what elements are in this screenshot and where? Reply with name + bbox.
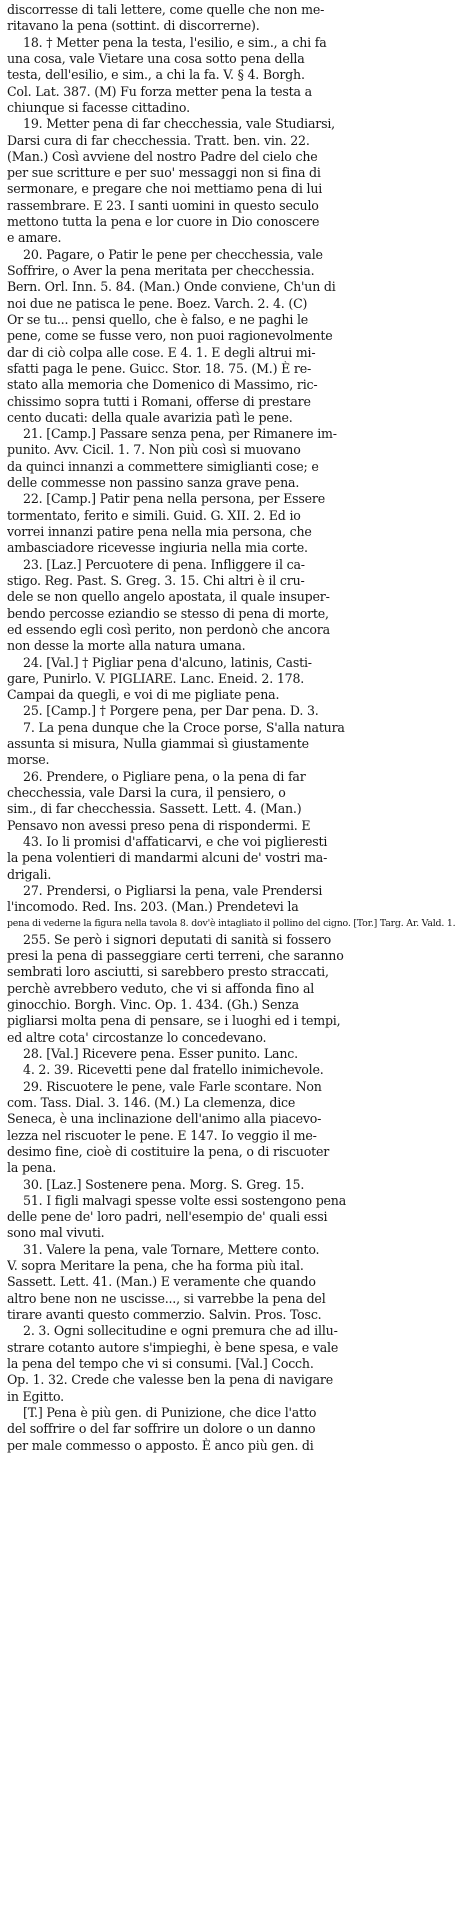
- text-line: Darsi cura di far checchessia. Tratt. ben. vin. 22.: [7, 132, 310, 148]
- text-line: sembrati loro asciutti, si sarebbero presto straccati,: [7, 964, 329, 980]
- text-line: per sue scritture e per suo' messaggi non si fina di: [7, 165, 321, 181]
- text-line: presi la pena di passeggiare certi terreni, che saranno: [7, 948, 344, 964]
- text-line: sermonare, e pregare che noi mettiamo pena di lui: [7, 181, 323, 197]
- text-line: 30. [Laz.] Sostenere pena. Morg. S. Greg. 15.: [23, 1176, 305, 1192]
- text-line: punito. Avv. Cicil. 1. 7. Non più così si muovano: [7, 442, 301, 458]
- text-line: per male commesso o apposto. È anco più gen. di: [7, 1437, 314, 1453]
- text-line: delle pene de' loro padri, nell'esempio de' quali essi: [7, 1209, 328, 1225]
- text-line: discorresse di tali lettere, come quelle che non me-: [7, 2, 325, 17]
- text-line: ed altre cota' circostanze lo concedevano.: [7, 1029, 267, 1045]
- text-line: Op. 1. 32. Crede che valesse ben la pena di navigare: [7, 1372, 333, 1388]
- text-line: 29. Riscuotere le pene, vale Farle scontare. Non: [23, 1078, 322, 1094]
- text-line: pene, come se fusse vero, non puoi ragionevolmente: [7, 328, 333, 344]
- text-line: 19. Metter pena di far checchessia, vale Studiarsi,: [23, 116, 335, 132]
- text-line: sono mal vivuti.: [7, 1225, 105, 1241]
- text-line: delle commesse non passino sanza grave pena.: [7, 475, 300, 491]
- text-line: 4. 2. 39. Ricevetti pene dal fratello inimichevole.: [23, 1062, 324, 1078]
- text-line: Or se tu... pensi quello, che è falso, e ne paghi le: [7, 311, 309, 327]
- text-line: ginocchio. Borgh. Vinc. Op. 1. 434. (Gh.) Senza: [7, 997, 299, 1013]
- text-line: (Man.) Così avviene del nostro Padre del cielo che: [7, 148, 318, 164]
- text-line: testa, dell'esilio, e sim., a chi la fa. V. § 4. Borgh.: [7, 67, 305, 83]
- text-line: bendo percosse eziandio se stesso di pena di morte,: [7, 605, 329, 621]
- text-line: assunta si misura, Nulla giammai sì giustamente: [7, 736, 309, 752]
- text-line: Sassett. Lett. 41. (Man.) E veramente che quando: [7, 1274, 316, 1290]
- text-line: del soffrire o del far soffrire un dolore o un danno: [7, 1421, 316, 1437]
- text-line: Soffrire, o Aver la pena meritata per checchessia.: [7, 263, 315, 278]
- text-line: 28. [Val.] Ricevere pena. Esser punito. Lanc.: [23, 1046, 298, 1061]
- text-line: 43. Io li promisi d'affaticarvi, e che voi piglieresti: [23, 833, 328, 849]
- text-line: 23. [Laz.] Percuotere di pena. Infliggere il ca-: [23, 556, 305, 572]
- text-line: lezza nel riscuoter le pene. E 147. Io veggio il me-: [7, 1127, 317, 1143]
- text-line: altro bene non ne uscisse..., si varrebbe la pena del: [7, 1290, 326, 1306]
- text-line: pigliarsi molta pena di pensare, se i luoghi ed i tempi,: [7, 1013, 341, 1029]
- text-line: sim., di far checchessia. Sassett. Lett. 4. (Man.): [7, 801, 302, 817]
- text-line: 31. Valere la pena, vale Tornare, Mettere conto.: [23, 1241, 320, 1257]
- text-line: gare, Punirlo. V. PIGLIARE. Lanc. Eneid. 2. 178.: [7, 670, 305, 686]
- text-line: dele se non quello angelo apostata, il quale insuper-: [7, 589, 330, 605]
- text-line: morse.: [7, 752, 50, 768]
- text-line: non desse la morte alla natura umana.: [7, 638, 246, 654]
- text-line: la pena.: [7, 1160, 57, 1176]
- text-line: tirare avanti questo commerzio. Salvin. Pros. Tosc.: [7, 1307, 322, 1322]
- text-line: 51. I figli malvagi spesse volte essi sostengono pena: [23, 1192, 347, 1208]
- text-line: ritavano la pena (sottint. di discorrerne).: [7, 18, 260, 34]
- text-line: rassembrare. E 23. I santi uomini in questo seculo: [7, 197, 319, 213]
- text-line: 255. Se però i signori deputati di sanità si fossero: [23, 931, 332, 947]
- text-line: una cosa, vale Vietare una cosa sotto pena della: [7, 50, 305, 66]
- text-line: 21. [Camp.] Passare senza pena, per Rimanere im-: [23, 426, 337, 442]
- text-line: in Egitto.: [7, 1388, 64, 1404]
- text-line: noi due ne patisca le pene. Boez. Varch. 2. 4. (C): [7, 295, 308, 311]
- text-line: stato alla memoria che Domenico di Massimo, ric-: [7, 377, 318, 393]
- text-line: 18. † Metter pena la testa, l'esilio, e sim., a chi fa: [23, 34, 327, 50]
- text-line: pena di vederne la figura nella tavola 8. dov'è intagliato il pollino del cigno. [Tor.] Targ. Ar. Vald. 1.: [7, 917, 456, 929]
- text-line: 7. La pena dunque che la Croce porse, S'alla natura: [23, 719, 345, 735]
- text-line: cento ducati: della quale avarizia patì le pene.: [7, 409, 293, 425]
- text-line: Seneca, è una inclinazione dell'animo alla piacevo-: [7, 1111, 322, 1127]
- text-line: 2. 3. Ogni sollecitudine e ogni premura che ad illu-: [23, 1323, 338, 1339]
- text-line: 20. Pagare, o Patir le pene per checchessia, vale: [23, 246, 323, 262]
- text-line: dar di ciò colpa alle cose. E 4. 1. E degli altrui mi-: [7, 344, 316, 360]
- text-line: 26. Prendere, o Pigliare pena, o la pena di far: [23, 768, 306, 784]
- text-line: 27. Prendersi, o Pigliarsi la pena, vale Prendersi: [23, 882, 323, 898]
- text-line: Col. Lat. 387. (M) Fu forza metter pena la testa a: [7, 83, 312, 99]
- text-line: [T.] Pena è più gen. di Punizione, che dice l'atto: [23, 1404, 317, 1420]
- text-line: vorrei innanzi patire pena nella mia persona, che: [7, 524, 312, 539]
- text-line: da quinci innanzi a commettere simiglianti cose; e: [7, 458, 319, 474]
- text-line: Pensavo non avessi preso pena di rispondermi. E: [7, 817, 311, 833]
- text-line: Campai da quegli, e voi di me pigliate pena.: [7, 687, 280, 703]
- text-line: checchessia, vale Darsi la cura, il pensiero, o: [7, 785, 286, 800]
- text-line: ed essendo egli così perito, non perdonò che ancora: [7, 621, 330, 637]
- text-line: perchè avrebbero veduto, che vi si affonda fino al: [7, 980, 315, 996]
- text-line: com. Tass. Dial. 3. 146. (M.) La clemenza, dice: [7, 1094, 296, 1110]
- text-line: 25. [Camp.] † Porgere pena, per Dar pena. D. 3.: [23, 703, 319, 719]
- text-line: chiunque si facesse cittadino.: [7, 99, 190, 115]
- text-line: tormentato, ferito e simili. Guid. G. XII. 2. Ed io: [7, 507, 301, 523]
- text-line: mettono tutta la pena e lor cuore in Dio conoscere: [7, 214, 320, 230]
- text-line: strare cotanto autore s'impieghi, è bene spesa, e vale: [7, 1339, 339, 1355]
- text-line: 24. [Val.] † Pigliar pena d'alcuno, latinis, Casti-: [23, 654, 312, 670]
- text-line: drigali.: [7, 866, 52, 882]
- text-line: Bern. Orl. Inn. 5. 84. (Man.) Onde conviene, Ch'un di: [7, 279, 336, 295]
- text-line: V. sopra Meritare la pena, che ha forma più ital.: [7, 1258, 304, 1274]
- text-line: la pena volentieri di mandarmi alcuni de' vostri ma-: [7, 850, 328, 866]
- text-line: sfatti paga le pene. Guicc. Stor. 18. 75. (M.) È re-: [7, 360, 312, 376]
- text-line: chissimo sopra tutti i Romani, offerse di prestare: [7, 393, 311, 409]
- text-line: l'incomodo. Red. Ins. 203. (Man.) Prendetevi la: [7, 899, 299, 915]
- text-line: 22. [Camp.] Patir pena nella persona, per Essere: [23, 491, 325, 507]
- text-line: e amare.: [7, 230, 62, 246]
- text-line: desimo fine, cioè di costituire la pena, o di riscuoter: [7, 1143, 330, 1159]
- text-line: ambasciadore ricevesse ingiuria nella mia corte.: [7, 540, 308, 556]
- text-line: stigo. Reg. Past. S. Greg. 3. 15. Chi altri è il cru-: [7, 572, 305, 588]
- text-line: la pena del tempo che vi si consumi. [Val.] Cocch.: [7, 1355, 314, 1371]
